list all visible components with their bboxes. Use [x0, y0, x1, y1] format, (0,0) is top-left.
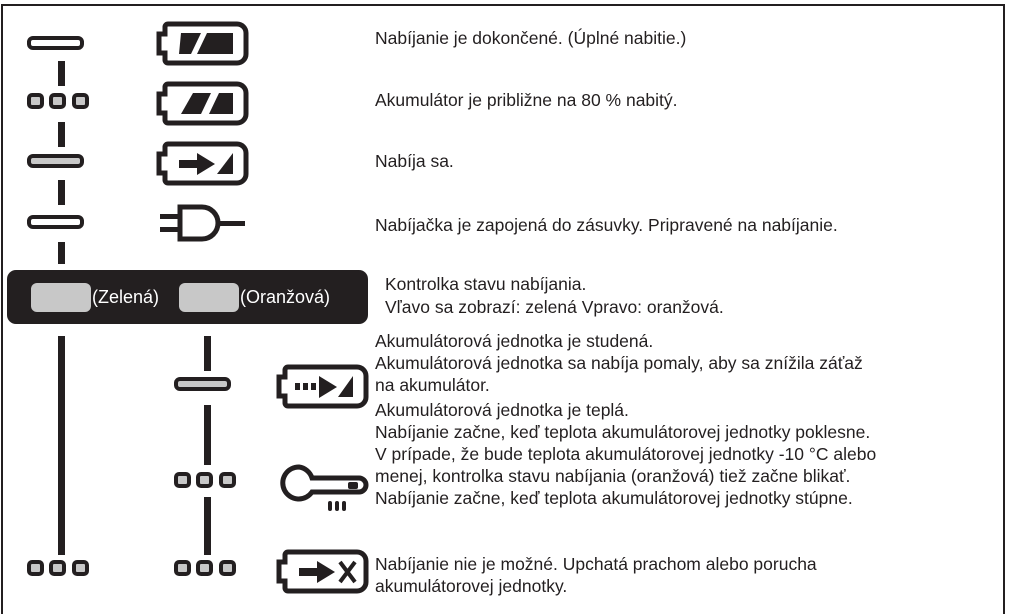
battery-80-icon [155, 80, 250, 128]
connector-line [204, 336, 211, 371]
orange-lamp-label: (Oranžová) [240, 287, 331, 307]
error-text-1: Nabíjanie nie je možné. Upchatá prachom alebo porucha [375, 554, 817, 574]
battery-error-icon [275, 548, 370, 596]
cold-text-3: na akumulátor. [375, 375, 490, 395]
error-text-2: akumulátorovej jednotky. [375, 576, 568, 596]
indicator-off [27, 215, 84, 229]
status-text-full: Nabíjanie je dokončené. (Úplné nabitie.) [375, 28, 687, 48]
connector-line [204, 405, 211, 465]
status-text-ready: Nabíjačka je zapojená do zásuvky. Pripravené na nabíjanie. [375, 215, 838, 235]
battery-slow-charging-icon [275, 363, 370, 411]
warm-text-5: Nabíjanie začne, keď teplota akumulátorovej jednotky stúpne. [375, 488, 853, 508]
warm-text-4: menej, kontrolka stavu nabíjania (oranžová) tiež začne blikať. [375, 466, 851, 486]
status-text-80: Akumulátor je približne na 80 % nabitý. [375, 90, 678, 110]
plug-icon [158, 203, 248, 247]
warm-text-3: V prípade, že bude teplota akumulátorovej jednotky -10 °C alebo [375, 444, 877, 464]
orange-lamp-swatch [179, 283, 239, 312]
green-lamp-label: (Zelená) [92, 287, 160, 307]
connector-line [58, 242, 65, 264]
cold-text-2: Akumulátorová jednotka sa nabíja pomaly, aby sa znížila záťaž [375, 353, 863, 373]
indicator-on [27, 154, 84, 168]
orange-indicator-blinking [174, 472, 236, 488]
battery-charging-icon [155, 140, 250, 188]
green-indicator-blinking [27, 560, 89, 576]
orange-indicator-on [174, 377, 231, 391]
indicator-legend [7, 270, 368, 324]
indicator-blinking [27, 93, 89, 109]
thermometer-icon [275, 464, 370, 514]
indicator-off [27, 36, 84, 50]
status-text-charging: Nabíja sa. [375, 151, 454, 171]
orange-indicator-blinking [174, 560, 236, 576]
legend-title: Kontrolka stavu nabíjania. [385, 274, 587, 294]
green-lamp-swatch [31, 283, 91, 312]
connector-line [58, 122, 65, 147]
connector-line [204, 497, 211, 555]
warm-text-2: Nabíjanie začne, keď teplota akumulátorovej jednotky poklesne. [375, 422, 871, 442]
battery-full-icon [155, 20, 250, 68]
connector-line [58, 61, 65, 86]
connector-line [58, 180, 65, 205]
legend-description: Vľavo sa zobrazí: zelená Vpravo: oranžová. [385, 297, 724, 317]
cold-text-1: Akumulátorová jednotka je studená. [375, 331, 654, 351]
connector-line [58, 336, 65, 555]
warm-text-1: Akumulátorová jednotka je teplá. [375, 400, 629, 420]
